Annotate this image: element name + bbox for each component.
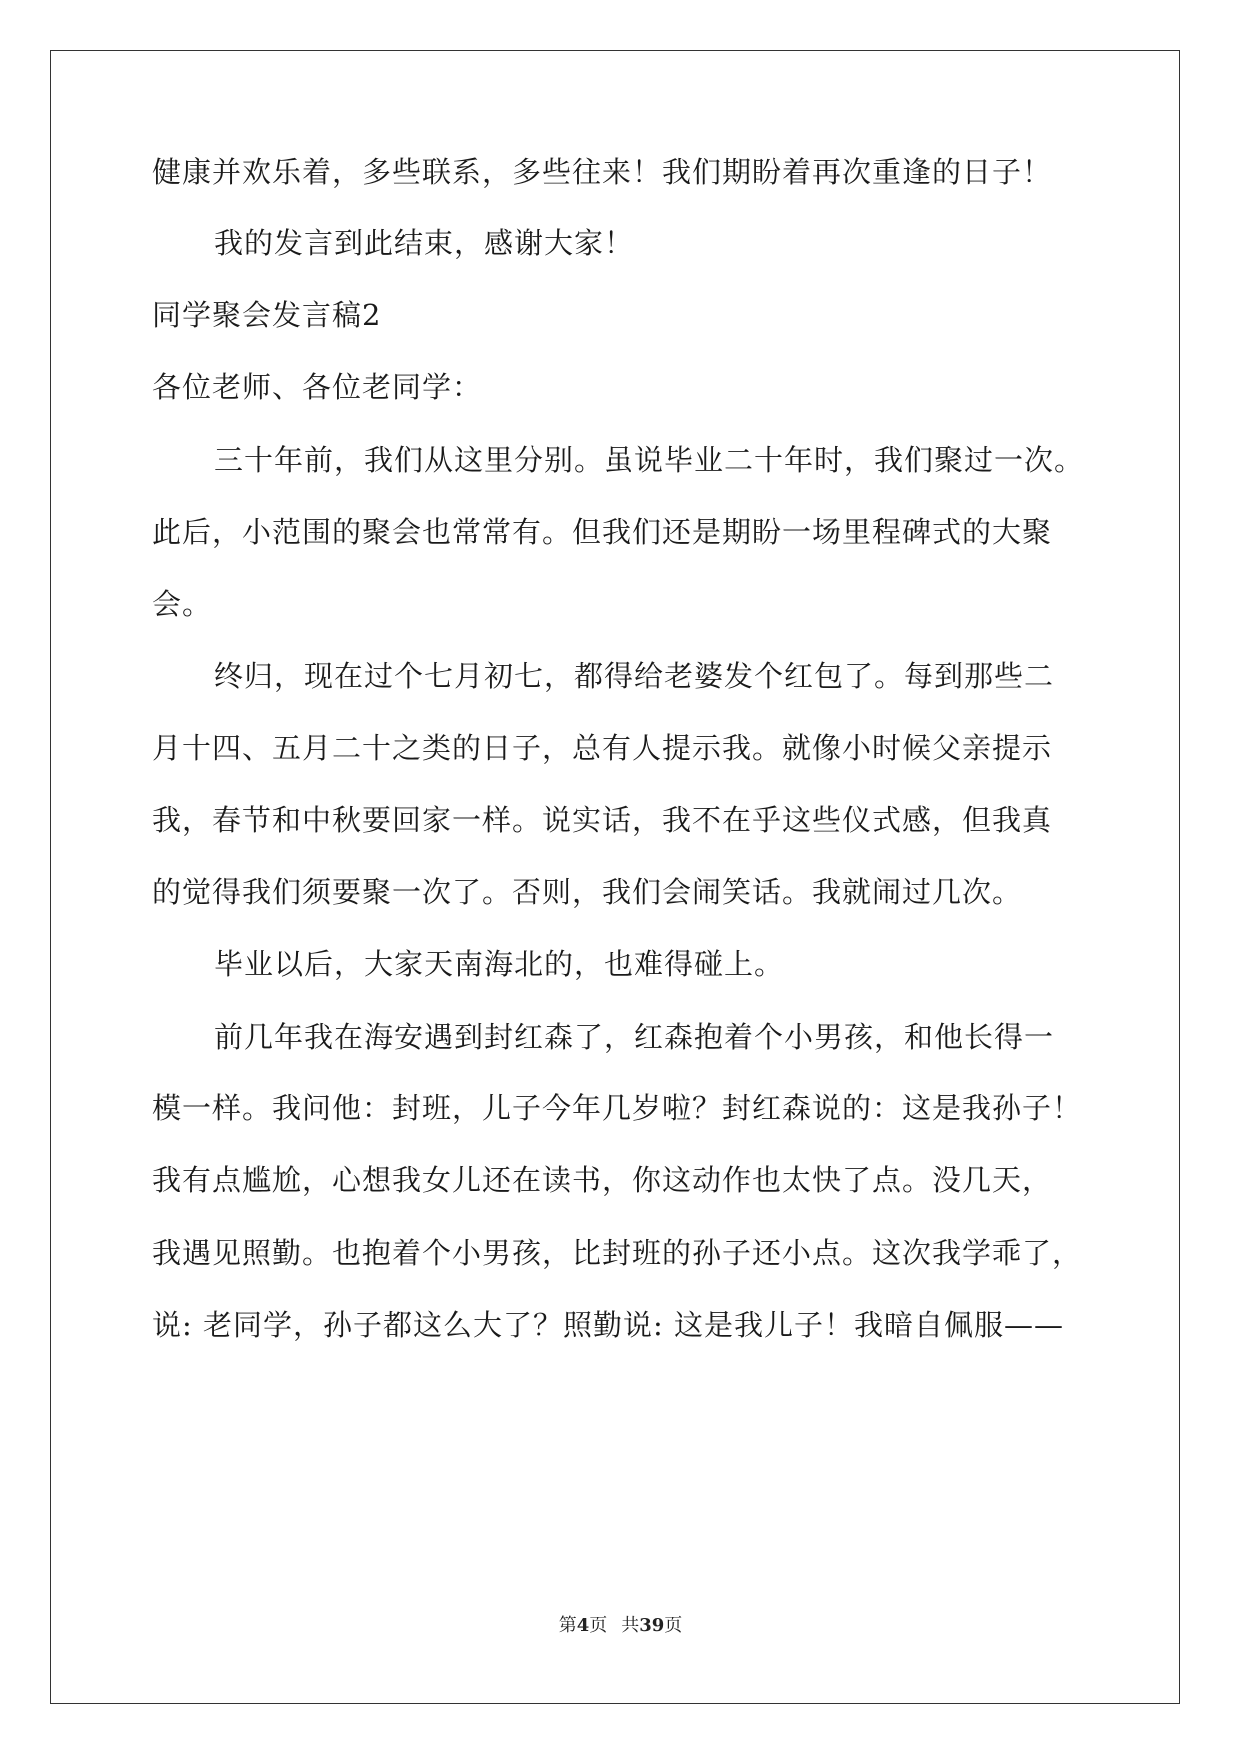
paragraph-line-2: 我的发言到此结束，感谢大家！: [214, 226, 635, 260]
paragraph-line-1: 健康并欢乐着，多些联系，多些往来！我们期盼着再次重逢的日子！: [152, 155, 1053, 189]
paragraph-line-11: 的觉得我们须要聚一次了。否则，我们会闹笑话。我就闹过几次。: [152, 875, 1023, 909]
current-page-number: 4: [576, 1615, 590, 1636]
paragraph-line-10: 我，春节和中秋要回家一样。说实话，我不在乎这些仪式感，但我真: [152, 803, 1053, 837]
paragraph-line-13: 前几年我在海安遇到封红森了，红森抱着个小男孩，和他长得一: [214, 1020, 1055, 1054]
total-pages-number: 39: [639, 1615, 665, 1636]
paragraph-line-9: 月十四、五月二十之类的日子，总有人提示我。就像小时候父亲提示: [152, 731, 1053, 765]
salutation: 各位老师、各位老同学：: [152, 370, 483, 404]
paragraph-line-14: 模一样。我问他：封班，儿子今年几岁啦？封红森说的：这是我孙子！: [152, 1091, 1083, 1125]
paragraph-line-16: 我遇见照勤。也抱着个小男孩，比封班的孙子还小点。这次我学乖了，: [152, 1236, 1083, 1270]
paragraph-line-15: 我有点尴尬，心想我女儿还在读书，你这动作也太快了点。没几天，: [152, 1163, 1053, 1197]
footer-prefix: 第: [558, 1615, 577, 1636]
paragraph-line-12: 毕业以后，大家天南海北的，也难得碰上。: [214, 947, 785, 981]
footer-total-prefix: 共: [621, 1615, 640, 1636]
paragraph-line-5: 三十年前，我们从这里分别。虽说毕业二十年时，我们聚过一次。: [214, 443, 1085, 477]
page-footer: [0, 1614, 1241, 1638]
paragraph-line-8: 终归，现在过个七月初七，都得给老婆发个红包了。每到那些二: [214, 659, 1055, 693]
paragraph-line-6: 此后，小范围的聚会也常常有。但我们还是期盼一场里程碑式的大聚: [152, 515, 1053, 549]
footer-page-suffix: 页: [589, 1615, 608, 1636]
section-heading: 同学聚会发言稿2: [152, 298, 382, 332]
paragraph-line-17: 说: 老同学，孙子都这么大了？照勤说: 这是我儿子！我暗自佩服——: [152, 1308, 1064, 1342]
paragraph-line-7: 会。: [152, 587, 213, 621]
footer-total-suffix: 页: [664, 1615, 683, 1636]
